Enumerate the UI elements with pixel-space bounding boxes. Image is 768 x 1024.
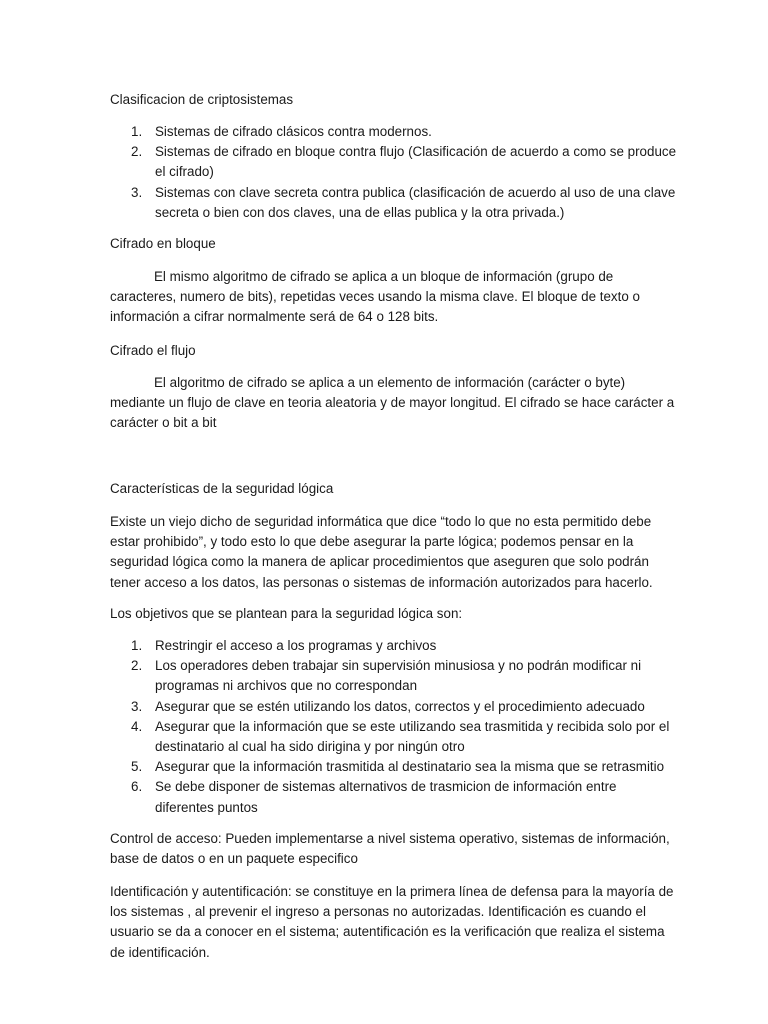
list-text: Sistemas de cifrado clásicos contra modernos. bbox=[155, 124, 432, 139]
paragraph-line: Existe un viejo dicho de seguridad informática que dice “todo lo que no esta permitido debe bbox=[110, 514, 652, 529]
list-item bbox=[110, 717, 670, 757]
list-text: Se debe disponer de sistemas alternativos de trasmicion de información entre bbox=[155, 779, 617, 795]
list-text: Asegurar que se estén utilizando los datos, correctos y el procedimiento adecuado bbox=[155, 698, 645, 714]
list-text: Asegurar que la información que se este utilizando sea trasmitida y recibida solo por el bbox=[155, 718, 670, 734]
paragraph-line: seguridad lógica como la manera de aplicar procedimientos que aseguren que solo podrán bbox=[110, 554, 649, 570]
list-text: Asegurar que la información trasmitida al destinatario sea la misma que se retrasmitio bbox=[155, 759, 665, 775]
list-text: Restringir el acceso a los programas y archivos bbox=[155, 638, 437, 653]
paragraph-line: El algoritmo de cifrado se aplica a un elemento de información (carácter o byte) bbox=[154, 375, 626, 390]
paragraph-line: de identificación. bbox=[110, 944, 210, 960]
paragraph-line: caracteres, numero de bits), repetidas veces usando la misma clave. El bloque de texto o bbox=[110, 289, 640, 305]
paragraph-line: los sistemas , al prevenir el ingreso a personas no autorizadas. Identificación es cuando el bbox=[110, 904, 646, 920]
list-number: 3. bbox=[131, 184, 143, 200]
list-text: Sistemas de cifrado en bloque contra flujo (Clasificación de acuerdo a como se produce bbox=[155, 144, 677, 160]
heading-stream-cipher: Cifrado el flujo bbox=[110, 343, 196, 358]
list-text: secreta o bien con dos claves, una de ellas publica y la otra privada.) bbox=[155, 204, 565, 220]
list-text: Sistemas con clave secreta contra publica (clasificación de acuerdo al uso de una clave bbox=[155, 184, 676, 200]
list-number: 5. bbox=[131, 759, 143, 775]
heading-logical-security: Características de la seguridad lógica bbox=[110, 481, 334, 496]
paragraph-line: carácter o bit a bit bbox=[110, 415, 217, 431]
list-text: diferentes puntos bbox=[155, 799, 258, 815]
list-item bbox=[110, 183, 676, 223]
paragraph-line: Control de acceso: Pueden implementarse a nivel sistema operativo, sistemas de información, bbox=[110, 831, 670, 846]
list-number: 3. bbox=[131, 698, 143, 714]
list-text: destinatario al cual ha sido dirigina y por ningún otro bbox=[155, 739, 465, 755]
list-text: Los operadores deben trabajar sin supervisión minusiosa y no podrán modificar ni bbox=[155, 658, 642, 674]
list-number: 1. bbox=[131, 124, 143, 139]
list-number: 6. bbox=[131, 779, 143, 795]
list-item bbox=[110, 697, 670, 717]
paragraph-line: tener acceso a los datos, las personas o sistemas de información autorizados para hacerlo. bbox=[110, 574, 653, 590]
list-number: 2. bbox=[131, 658, 143, 674]
paragraph-security-saying bbox=[110, 512, 670, 593]
paragraph-objectives-intro: Los objetivos que se plantean para la seguridad lógica son: bbox=[110, 606, 463, 621]
list-text: el cifrado) bbox=[155, 164, 214, 180]
objectives-list bbox=[110, 636, 670, 818]
paragraph-line: información a cifrar normalmente será de 64 o 128 bits. bbox=[110, 309, 439, 325]
heading-crypto-classification: Clasificacion de criptosistemas bbox=[110, 92, 294, 107]
list-item bbox=[110, 777, 670, 817]
list-item bbox=[110, 636, 670, 656]
paragraph-line: base de datos o en un paquete especifico bbox=[110, 851, 358, 867]
paragraph-identification bbox=[110, 882, 674, 963]
paragraph-line: mediante un flujo de clave en teoria aleatoria y de mayor longitud. El cifrado se hace carácter a bbox=[110, 395, 675, 411]
heading-block-cipher: Cifrado en bloque bbox=[110, 236, 216, 251]
list-item bbox=[110, 757, 670, 777]
list-item bbox=[110, 142, 677, 182]
paragraph-line: usuario se da a conocer en el sistema; autentificación es la verificación que realiza el sistema bbox=[110, 924, 665, 940]
paragraph-line: estar prohibido”, y todo esto lo que debe asegurar la parte lógica; podemos pensar en la bbox=[110, 534, 634, 550]
paragraph-access-control bbox=[110, 829, 670, 869]
list-number: 2. bbox=[131, 144, 143, 160]
paragraph-block-cipher bbox=[110, 267, 670, 328]
list-number: 4. bbox=[131, 718, 143, 734]
crypto-list bbox=[110, 122, 677, 223]
list-number: 1. bbox=[131, 638, 143, 653]
list-item bbox=[110, 122, 670, 142]
list-text: programas ni archivos que no correspondan bbox=[155, 678, 418, 694]
paragraph-line: El mismo algoritmo de cifrado se aplica a un bloque de información (grupo de bbox=[154, 269, 614, 284]
list-item bbox=[110, 656, 670, 696]
paragraph-line: Identificación y autentificación: se constituye en la primera línea de defensa para la mayoría de bbox=[110, 884, 674, 899]
paragraph-stream-cipher bbox=[110, 373, 675, 434]
